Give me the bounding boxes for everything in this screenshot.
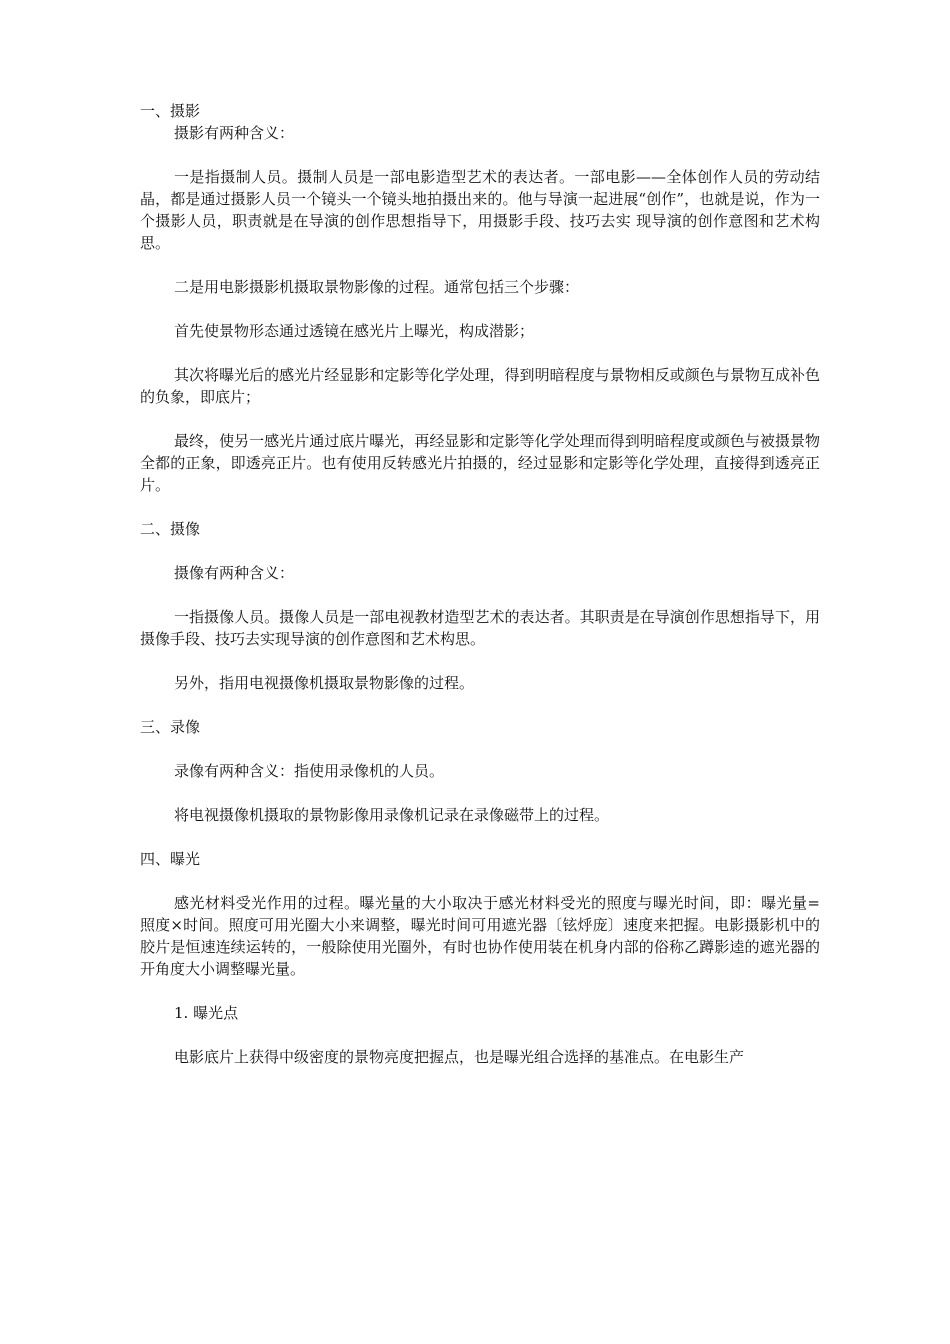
section-heading: 一、摄影 [140,102,201,120]
section-heading: 三、录像 [140,718,201,736]
document-page [140,100,820,1068]
section-intro: 摄像有两种含义： [174,564,295,582]
paragraph: 最终，使另一感光片通过底片曝光，再经显影和定影等化学处理而得到明暗程度或颜色与被摄景物全都的正象，即透亮正片。也有使用反转感光片拍摄的，经过显影和定影等化学处理，直接得到透亮正片。 [140,432,820,494]
paragraph: 电影底片上获得中级密度的景物亮度把握点，也是曝光组合选择的基准点。在电影生产 [174,1048,745,1066]
section-intro: 感光材料受光作用的过程。曝光量的大小取决于感光材料受光的照度与曝光时间，即：曝光量= 照度×时间。照度可用光圈大小来调整，曝光时间可用遮光器〔铉烀庞〕速度来把握。电影摄影机中的胶片是恒速连续运转的，一般除使用光圈外，有时也协作使用装在机身内部的俗称乙蹲影逵的遮光器的开角度大小调整曝光量。 [140,894,820,978]
paragraph: 首先使景物形态通过透镜在感光片上曝光，构成潜影； [174,322,535,340]
section-recording [140,716,820,826]
paragraph: 将电视摄像机摄取的景物影像用录像机记录在录像磁带上的过程。 [174,806,610,824]
subsection-heading: 1. 曝光点 [174,1004,239,1022]
section-camera [140,518,820,694]
paragraph: 其次将曝光后的感光片经显影和定影等化学处理，得到明暗程度与景物相反或颜色与景物互成补色的负象，即底片； [140,366,820,406]
section-heading: 四、曝光 [140,850,201,868]
paragraph: 另外，指用电视摄像机摄取景物影像的过程。 [174,674,475,692]
section-heading: 二、摄像 [140,520,201,538]
paragraph: 一是指摄制人员。摄制人员是一部电影造型艺术的表达者。一部电影——全体创作人员的劳动结晶，都是通过摄影人员一个镜头一个镜头地拍摄出来的。他与导演一起进展“创作”，也就是说，作为一个摄影人员，职责就是在导演的创作思想指导下，用摄影手段、技巧去实 现导演的创作意图和艺术构思。 [140,168,820,252]
section-intro: 录像有两种含义：指使用录像机的人员。 [174,762,445,780]
section-intro: 摄影有两种含义： [174,124,295,142]
section-photography [140,100,820,496]
paragraph: 一指摄像人员。摄像人员是一部电视教材造型艺术的表达者。其职责是在导演创作思想指导下，用摄像手段、技巧去实现导演的创作意图和艺术构思。 [140,608,820,648]
paragraph: 二是用电影摄影机摄取景物影像的过程。通常包括三个步骤： [174,278,580,296]
section-exposure [140,848,820,1068]
